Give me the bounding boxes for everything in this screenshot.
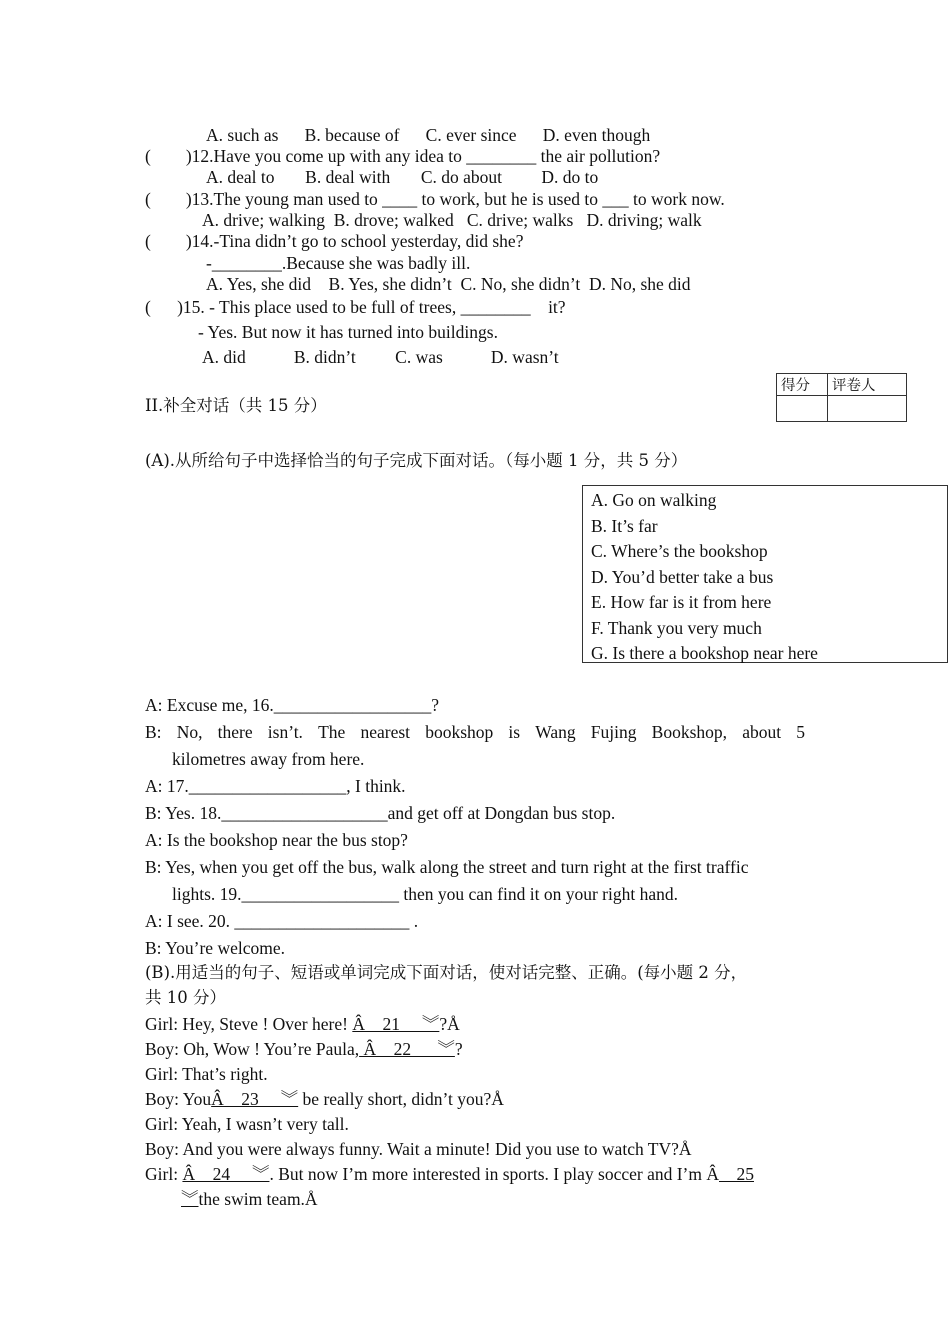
grader-header: 评卷人 bbox=[828, 374, 907, 396]
dialogB-line-g3: Girl: Yeah, I wasn’t very tall. bbox=[145, 1114, 349, 1134]
choice-box bbox=[582, 485, 948, 663]
word: Fujing bbox=[590, 722, 637, 742]
text: ?Å bbox=[439, 1014, 460, 1034]
partB-title-line2: 共 10 分） bbox=[145, 988, 226, 1007]
dialogB-line-g2: Girl: That’s right. bbox=[145, 1064, 268, 1084]
q11-options: A. such as B. because of C. ever since D. even though bbox=[206, 125, 651, 145]
q12-stem: ( )12.Have you come up with any idea to ________ the air pollution? bbox=[145, 146, 661, 166]
word: 5 bbox=[796, 722, 805, 742]
blank-22[interactable]: Â 22 ︾ bbox=[359, 1039, 455, 1059]
word: nearest bbox=[360, 722, 411, 742]
dialogA-line-b4: B: You’re welcome. bbox=[145, 938, 285, 958]
choice-item: F. Thank you very much bbox=[591, 617, 762, 638]
word: isn’t. bbox=[267, 722, 303, 742]
text: ? bbox=[454, 1039, 463, 1059]
word: The bbox=[318, 722, 346, 742]
q13-options: A. drive; walking B. drove; walked C. drive; walks D. driving; walk bbox=[202, 210, 702, 230]
text: Boy: Oh, Wow ! You’re Paula, bbox=[145, 1039, 360, 1059]
q15-options: A. did B. didn’t C. was D. wasn’t bbox=[202, 347, 559, 367]
section2-title: II.补全对话（共 15 分） bbox=[145, 396, 327, 415]
q12-options: A. deal to B. deal with C. do about D. do to bbox=[206, 167, 599, 187]
blank-21[interactable]: Â 21 ︾ bbox=[352, 1014, 440, 1034]
dialogB-line-23 bbox=[145, 1088, 504, 1110]
text: be really short, didn’t you?Å bbox=[298, 1089, 504, 1109]
grader-cell[interactable] bbox=[828, 396, 907, 422]
dialogA-line-20: A: I see. 20. ____________________ . bbox=[145, 911, 419, 931]
dialogB-line-b4: Boy: And you were always funny. Wait a minute! Did you use to watch TV?Å bbox=[145, 1139, 692, 1159]
dialogA-line-b1 bbox=[145, 719, 805, 746]
blank-25-end[interactable]: ︾ bbox=[181, 1189, 199, 1209]
q14-answer-line: -________.Because she was badly ill. bbox=[206, 253, 471, 273]
dialogA-line-a3: A: Is the bookshop near the bus stop? bbox=[145, 830, 408, 850]
partB-title-line1: (B).用适当的句子、短语或单词完成下面对话，使对话完整、正确。(每小题 2 分， bbox=[145, 963, 748, 982]
dialogA bbox=[145, 692, 805, 962]
blank-25[interactable]: 25 bbox=[719, 1164, 754, 1184]
partA-title: (A).从所给句子中选择恰当的句子完成下面对话。（每小题 1 分，共 5 分） bbox=[145, 451, 688, 470]
text: . But now I’m more interested in sports. I play soccer and I’m Â bbox=[269, 1164, 719, 1184]
dialogB-line-24 bbox=[145, 1163, 754, 1185]
choice-item: A. Go on walking bbox=[591, 490, 717, 510]
score-table bbox=[776, 373, 907, 422]
text: Girl: Hey, Steve ! Over here! bbox=[145, 1014, 353, 1034]
choice-item: C. Where’s the bookshop bbox=[591, 541, 768, 561]
q15-reply: - Yes. But now it has turned into buildings. bbox=[198, 322, 498, 342]
dialogB-line-22 bbox=[145, 1038, 463, 1060]
word: No, bbox=[176, 722, 203, 742]
q13-stem: ( )13.The young man used to ____ to work, but he is used to ___ to work now. bbox=[145, 189, 725, 209]
word: B: bbox=[145, 722, 162, 742]
choice-item: E. How far is it from here bbox=[591, 592, 772, 612]
dialogA-line-b1-cont: kilometres away from here. bbox=[172, 749, 365, 769]
dialogA-line-19: lights. 19.__________________ then you can find it on your right hand. bbox=[172, 884, 678, 904]
dialogB-line-25-cont bbox=[181, 1188, 318, 1210]
dialogA-line-16: A: Excuse me, 16.__________________? bbox=[145, 695, 440, 715]
word: there bbox=[217, 722, 253, 742]
text: the swim team.Å bbox=[198, 1189, 318, 1209]
word: Wang bbox=[535, 722, 576, 742]
choice-item: G. Is there a bookshop near here bbox=[591, 643, 818, 663]
text: Girl: bbox=[145, 1164, 183, 1184]
dialogA-line-18: B: Yes. 18.___________________and get off at Dongdan bus stop. bbox=[145, 803, 616, 823]
q14-options: A. Yes, she did B. Yes, she didn’t C. No, she didn’t D. No, she did bbox=[206, 274, 691, 294]
q15-stem: ( )15. - This place used to be full of trees, ________ it? bbox=[145, 297, 566, 317]
choice-item: D. You’d better take a bus bbox=[591, 566, 774, 587]
dialogB-line-21 bbox=[145, 1013, 460, 1035]
score-cell[interactable] bbox=[777, 396, 828, 422]
dialogA-line-b3: B: Yes, when you get off the bus, walk along the street and turn right at the first traffic bbox=[145, 857, 749, 877]
word: Bookshop, bbox=[651, 722, 728, 742]
dialogA-line-17: A: 17.__________________, I think. bbox=[145, 776, 406, 796]
score-header: 得分 bbox=[777, 374, 828, 396]
text: Boy: You bbox=[145, 1089, 212, 1109]
blank-23[interactable]: Â 23 ︾ bbox=[211, 1089, 299, 1109]
word: is bbox=[508, 722, 521, 742]
blank-24[interactable]: Â 24 ︾ bbox=[182, 1164, 270, 1184]
choice-item: B. It’s far bbox=[591, 515, 658, 536]
q14-stem: ( )14.-Tina didn’t go to school yesterday, did she? bbox=[145, 231, 524, 251]
word: about bbox=[742, 722, 782, 742]
word: bookshop bbox=[425, 722, 494, 742]
